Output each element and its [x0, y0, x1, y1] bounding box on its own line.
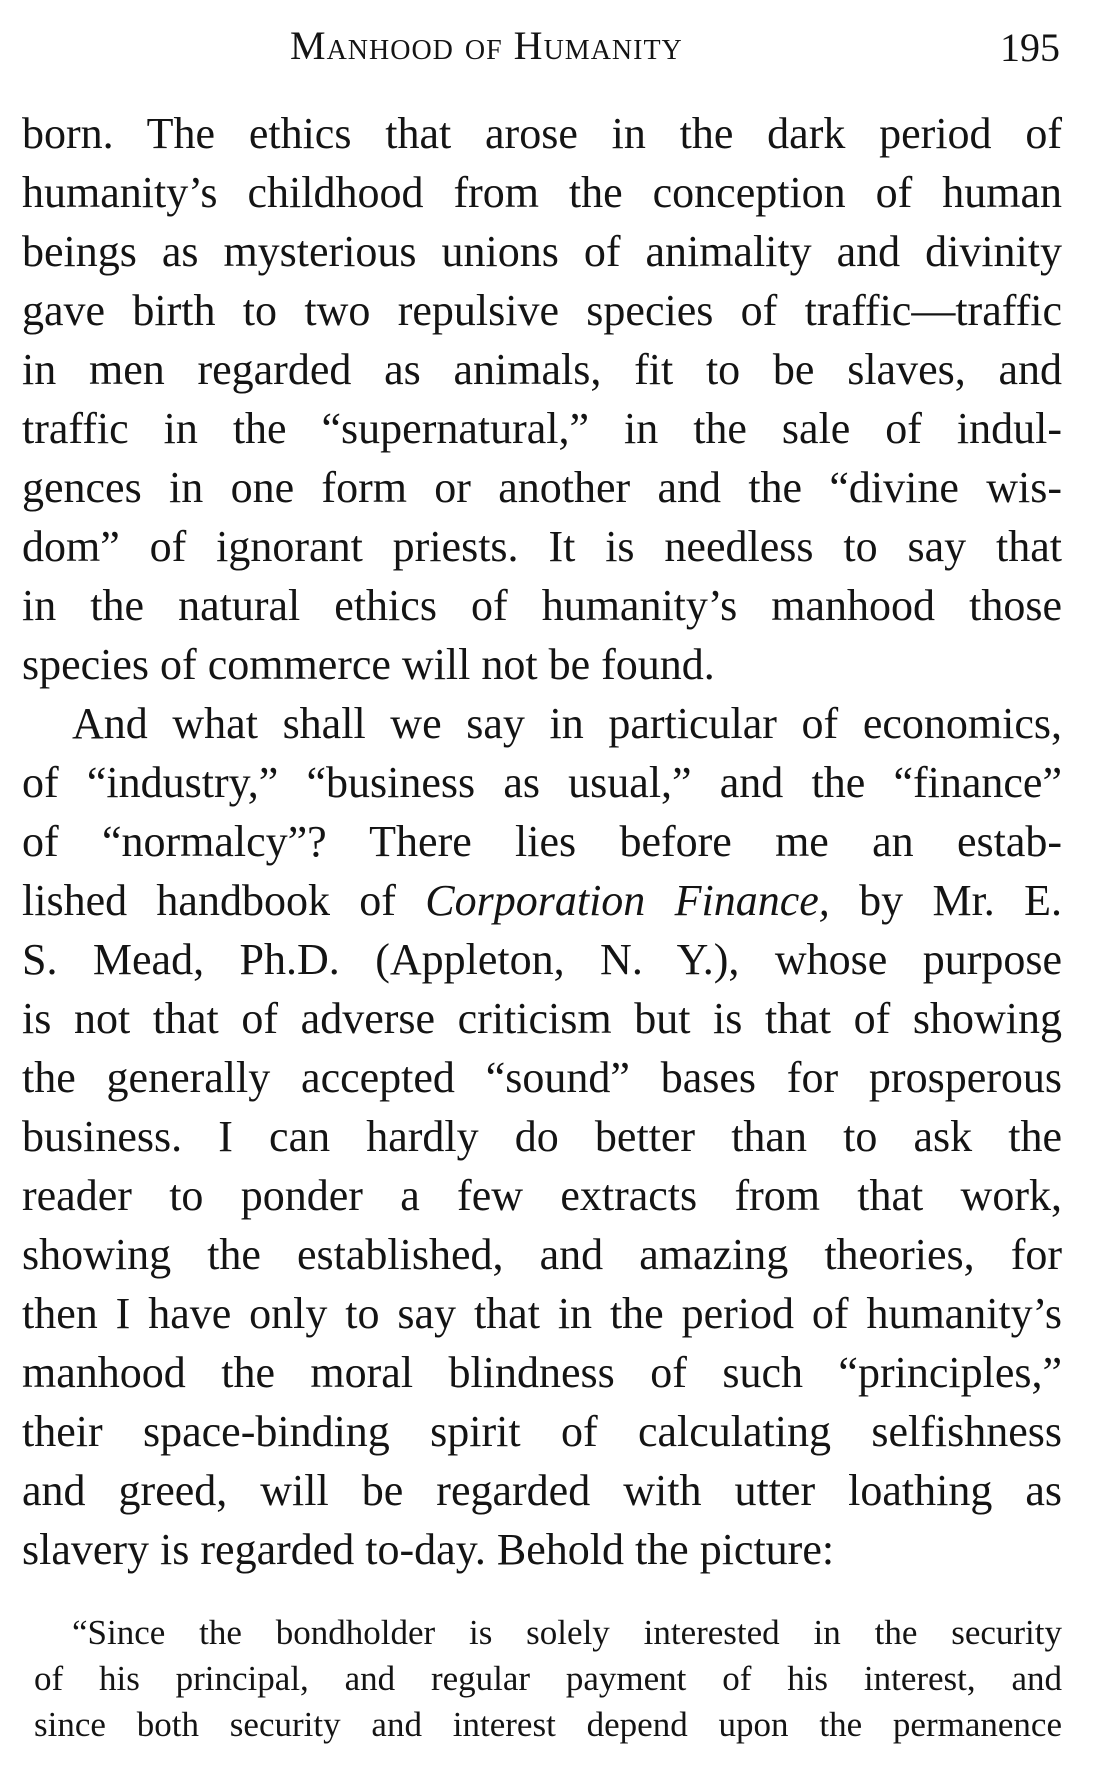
text-line: reader to ponder a few extracts from that work,: [22, 1171, 1062, 1220]
text-line: gences in one form or another and the “divine wis-: [22, 463, 1062, 512]
text-line: gave birth to two repulsive species of traffic—traffic: [22, 286, 1062, 335]
text-line: of “industry,” “business as usual,” and the “finance”: [22, 758, 1062, 807]
text-line: their space-binding spirit of calculating selfishness: [22, 1407, 1062, 1456]
text-line: is not that of adverse criticism but is that of showing: [22, 994, 1062, 1043]
text-line: of “normalcy”? There lies before me an estab-: [22, 817, 1062, 866]
text-line: humanity’s childhood from the conception of human: [22, 168, 1062, 217]
text-line: slavery is regarded to-day. Behold the picture:: [22, 1525, 835, 1574]
text-line: manhood the moral blindness of such “principles,”: [22, 1348, 1062, 1397]
paragraph-2: [22, 694, 1062, 1579]
paragraph-1: [22, 104, 1062, 694]
book-title: Corporation Finance,: [425, 876, 830, 925]
text-fragment: by Mr. E.: [829, 876, 1062, 925]
page-number: 195: [1000, 25, 1060, 70]
quote-line: “Since the bondholder is solely interested in the security: [72, 1613, 1062, 1652]
text-line-with-title: [22, 871, 1062, 930]
text-line: business. I can hardly do better than to ask the: [22, 1112, 1062, 1161]
block-quote: [34, 1610, 1062, 1748]
text-line: And what shall we say in particular of economics,: [72, 699, 1062, 748]
text-line: and greed, will be regarded with utter loathing as: [22, 1466, 1062, 1515]
text-line: born. The ethics that arose in the dark period of: [22, 109, 1062, 158]
text-line: beings as mysterious unions of animality and divinity: [22, 227, 1062, 276]
text-line: traffic in the “supernatural,” in the sale of indul-: [22, 404, 1062, 453]
text-line: dom” of ignorant priests. It is needless to say that: [22, 522, 1062, 571]
body-text: [22, 104, 1062, 1579]
text-line: then I have only to say that in the period of humanity’s: [22, 1289, 1062, 1338]
text-line: in men regarded as animals, fit to be slaves, and: [22, 345, 1062, 394]
text-line: S. Mead, Ph.D. (Appleton, N. Y.), whose purpose: [22, 935, 1062, 984]
running-head: [0, 14, 1097, 74]
running-title: Manhood of Humanity: [290, 23, 683, 68]
text-line: in the natural ethics of humanity’s manhood those: [22, 581, 1062, 630]
text-line: the generally accepted “sound” bases for prosperous: [22, 1053, 1062, 1102]
quote-line: of his principal, and regular payment of his interest, and: [34, 1659, 1062, 1698]
text-fragment: lished handbook of: [22, 876, 426, 925]
text-line: showing the established, and amazing theories, for: [22, 1230, 1062, 1279]
text-line: species of commerce will not be found.: [22, 640, 715, 689]
quote-line: since both security and interest depend upon the permanence: [34, 1705, 1062, 1744]
